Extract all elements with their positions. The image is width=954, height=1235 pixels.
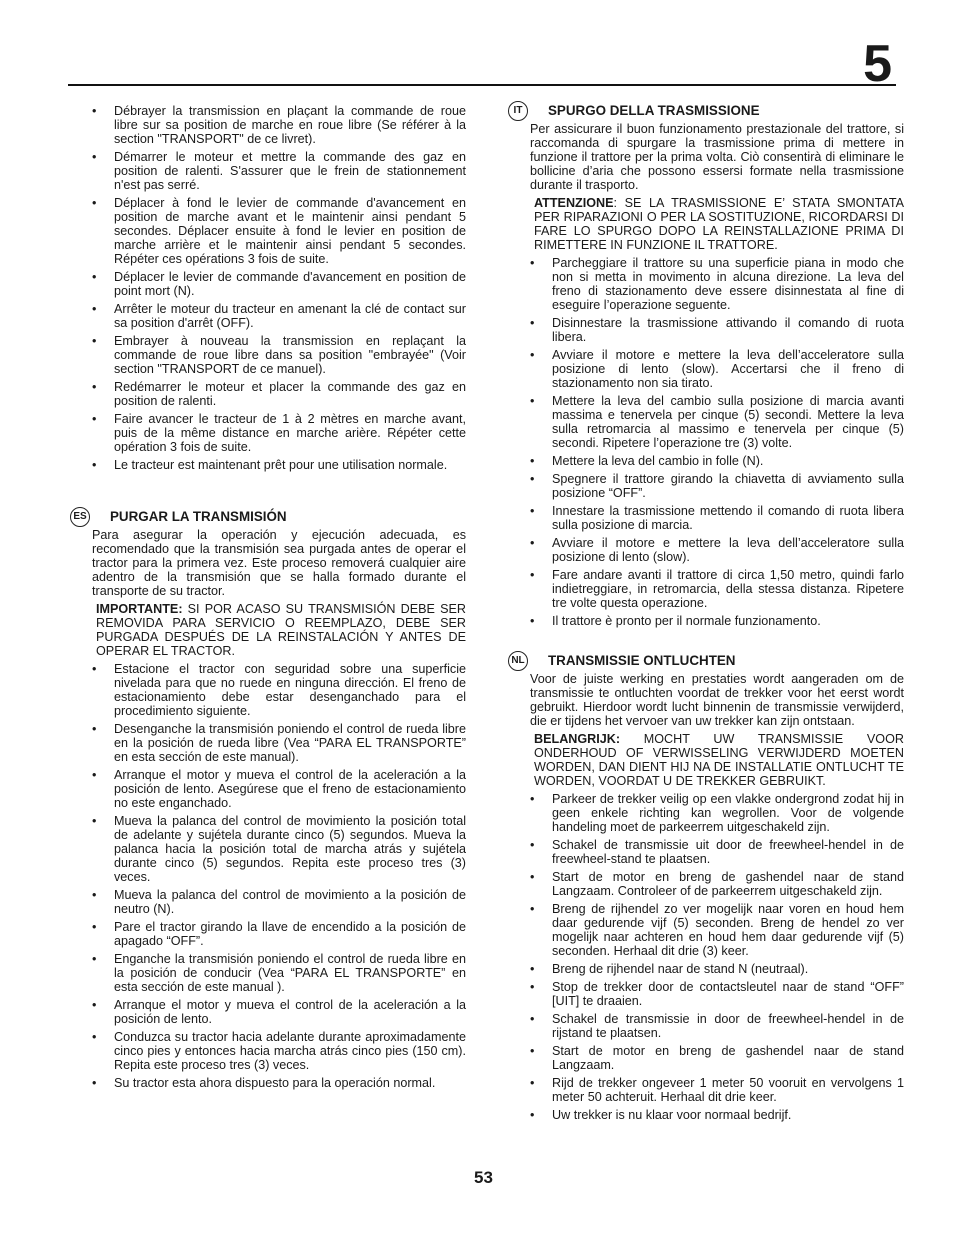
list-item: • Faire avancer le tracteur de 1 à 2 mètres en marche avant, puis de la même distance en marche arière. Répéter cette opération 3 fois de suite. [88, 412, 466, 454]
language-badge-it: IT [508, 101, 528, 121]
list-item: • Schakel de transmissie uit door de freewheel-hendel in de freewheel-stand te plaatsen. [526, 838, 904, 866]
list-item: • Arrêter le moteur du tracteur en amenant la clé de contact sur sa position d'arrêt (OFF). [88, 302, 466, 330]
list-item: • Desenganche la transmisión poniendo el control de rueda libre en la posición de rueda libre (Vea “PARA EL TRANSPORTE” en esta sección de este manual). [88, 722, 466, 764]
list-item: • Rijd de trekker ongeveer 1 meter 50 vooruit en vervolgens 1 meter 50 achteruit. Herhaal dit drie keer. [526, 1076, 904, 1104]
nl-heading-text: TRANSMISSIE ONTLUCHTEN [548, 653, 736, 668]
list-item: • Uw trekker is nu klaar voor normaal bedrijf. [526, 1108, 904, 1122]
list-item: • Stop de trekker door de contactsleutel naar de stand “OFF” [UIT] te draaien. [526, 980, 904, 1008]
list-item: • Breng de rijhendel zo ver mogelijk naar voren en houd hem daar gedurende vijf (5) seconden. Breng de hendel zo ver mogelijk naar achteren en houd hem daar gedurende vijf (5) seconden. Herhaal dit drie (3) keer. [526, 902, 904, 958]
list-item: • Il trattore è pronto per il normale funzionamento. [526, 614, 904, 628]
list-item: • Déplacer le levier de commande d'avancement en position de point mort (N). [88, 270, 466, 298]
nl-section [511, 653, 904, 1122]
it-section [513, 103, 904, 628]
list-item: • Redémarrer le moteur et placer la commande des gaz en position de ralenti. [88, 380, 466, 408]
es-warning-label: IMPORTANTE: [96, 602, 183, 616]
list-item: • Mettere la leva del cambio in folle (N). [526, 454, 904, 468]
it-heading-text: SPURGO DELLA TRASMISSIONE [548, 103, 760, 118]
list-item: • Enganche la transmisión poniendo el control de rueda libre en la posición de conducir (Vea “PARA EL TRANSPORTE” en esta sección de este manual ). [88, 952, 466, 994]
list-item: • Mettere la leva del cambio sulla posizione di marcia avanti massima e tenervela per cinque (5) secondi. Mettere la leva sulla retromarcia al massimo e tenervela per cinque (5) secondi. Ripetere l’operazione tre (3) volte. [526, 394, 904, 450]
list-item: • Parcheggiare il trattore su una superficie piana in modo che non si metta in movimento in alcuna direzione. La leva del freno di stazionamento deve essere disinnestata al fine di eseguire l’operazione seguente. [526, 256, 904, 312]
header-rule [68, 84, 896, 86]
language-badge-nl: NL [508, 651, 528, 671]
list-item: • Mueva la palanca del control de movimiento a la posición de neutro (N). [88, 888, 466, 916]
nl-heading [511, 653, 904, 668]
list-item: • Breng de rijhendel naar de stand N (neutraal). [526, 962, 904, 976]
list-item: • Schakel de transmissie in door de freewheel-hendel in de rijstand te plaatsen. [526, 1012, 904, 1040]
it-warning [534, 196, 904, 252]
es-section [73, 509, 466, 1090]
fr-list [88, 104, 466, 472]
nl-warning-text: MOCHT UW TRANSMISSIE VOOR ONDERHOUD OF VERWISSELING VERWIJDERD MOETEN WORDEN, DAN DIENT HIJ NA DE INSTALLATIE ONTLUCHT TE WORDEN, VOORDAT U DE TREKKER GEBRUIKT. [534, 732, 904, 788]
it-warning-label: ATTENZIONE [534, 196, 614, 210]
list-item: • Start de motor en breng de gashendel naar de stand Langzaam. Controleer of de parkeerrem uitgeschakeld zijn. [526, 870, 904, 898]
list-item: • Pare el tractor girando la llave de encendido a la posición de apagado “OFF”. [88, 920, 466, 948]
it-heading [513, 103, 904, 118]
es-heading-text: PURGAR LA TRANSMISIÓN [110, 509, 287, 524]
list-item: • Arranque el motor y mueva el control de la aceleración a la posición de lento. Asegúrese que el freno de estacionamiento no este enganchado. [88, 768, 466, 810]
list-item: • Arranque el motor y mueva el control de la aceleración a la posición de lento. [88, 998, 466, 1026]
it-list [526, 256, 904, 628]
list-item: • Le tracteur est maintenant prêt pour une utilisation normale. [88, 458, 466, 472]
list-item: • Démarrer le moteur et mettre la commande des gaz en position de ralenti. S'assurer que le frein de stationnement n'est pas serré. [88, 150, 466, 192]
list-item: • Débrayer la transmission en plaçant la commande de roue libre sur sa position de marche en roue libre (Se référer à la section "TRANSPORT" de ce livret). [88, 104, 466, 146]
list-item: • Su tractor esta ahora dispuesto para la operación normal. [88, 1076, 466, 1090]
list-item: • Parkeer de trekker veilig op een vlakke ondergrond zodat hij in geen enkele richting kan wegrollen. Voor de volgende handeling moet de parkeerrem uitgeschakeld zijn. [526, 792, 904, 834]
list-item: • Avviare il motore e mettere la leva dell’acceleratore sulla posizione di lento (slow). Accertarsi che il freno di stazionamento non sia tirato. [526, 348, 904, 390]
es-intro: Para asegurar la operación y ejecución adecuada, es recomendado que la transmisión sea purgada antes de operar el tractor para la primera vez. Este proceso removerá cualquier aire adentro de la transmisión que se halla formado durante el transporte de su tractor. [92, 528, 466, 598]
es-warning-text: SI POR ACASO SU TRANSMISIÓN DEBE SER REMOVIDA PARA SERVICIO O REEMPLAZO, DEBE SER PURGADA DESPUÉS DE LA REINSTALACIÓN Y ANTES DE OPERAR EL TRACTOR. [96, 602, 466, 658]
it-warning-text: : SE LA TRASMISSIONE E’ STATA SMONTATA PER RIPARAZIONI O PER LA SOSTITUZIONE, RICORDARSI DI FARE LO SPURGO DOPO LA REINSTALLAZIONE PRIMA DI RIMETTERE IN FUNZIONE IL TRATTORE. [534, 196, 904, 252]
chapter-number: 5 [863, 35, 892, 93]
list-item: • Start de motor en breng de gashendel naar de stand Langzaam. [526, 1044, 904, 1072]
list-item: • Embrayer à nouveau la transmission en replaçant la commande de roue libre dans sa position "embrayée" (Voir section "TRANSPORT de ce manuel). [88, 334, 466, 376]
nl-warning [534, 732, 904, 788]
list-item: • Déplacer à fond le levier de commande d'avancement en position de marche avant et le maintenir ainsi pendant 5 secondes. Déplacer ensuite à fond le levier en position de marche arrière et le maintenir ainsi pendant 5 secondes. Répéter ces opérations 3 fois de suite. [88, 196, 466, 266]
list-item: • Avviare il motore e mettere la leva dell’acceleratore sulla posizione di lento (slow). [526, 536, 904, 564]
list-item: • Mueva la palanca del control de movimiento la posición total de adelante y sujétela durante cinco (5) segundos. Mueva la palanca hacia la posición total de marcha atrás y sujétela durante cinco (5) segundos. Repita este proceso tres (3) veces. [88, 814, 466, 884]
list-item: • Fare andare avanti il trattore di circa 1,50 metro, quindi farlo indietreggiare, in retromarcia, della stessa distanza. Ripetere tre volte questa operazione. [526, 568, 904, 610]
list-item: • Disinnestare la trasmissione attivando il comando di ruota libera. [526, 316, 904, 344]
language-badge-es: ES [70, 507, 90, 527]
list-item: • Estacione el tractor con seguridad sobre una superficie nivelada para que no ruede en ninguna dirección. El freno de estacionamiento debe estar desenganchado para el procedimiento siguiente. [88, 662, 466, 718]
page-number: 53 [474, 1168, 493, 1187]
nl-list [526, 792, 904, 1122]
nl-warning-label: BELANGRIJK: [534, 732, 621, 746]
it-intro: Per assicurare il buon funzionamento prestazionale del trattore, si raccomanda di spurgare la trasmissione prima di mettere in funzione il trattore per la prima volta. Ciò consentirà di eliminare le bollicine d’aria che possono essersi formate nella trasmissione durante il trasporto. [530, 122, 904, 192]
es-heading [73, 509, 466, 524]
nl-intro: Voor de juiste werking en prestaties wordt aangeraden om de transmissie te ontluchten voordat de trekker voor het eerst wordt gebruikt. Hierdoor wordt lucht binnenin de transmissie verwijderd, die er tijdens het vervoer van uw trekker kan zijn ontstaan. [530, 672, 904, 728]
es-warning [96, 602, 466, 658]
left-column [73, 104, 466, 1094]
right-column [511, 103, 904, 1126]
list-item: • Innestare la trasmissione mettendo il comando di ruota libera sulla posizione di marcia. [526, 504, 904, 532]
list-item: • Conduzca su tractor hacia adelante durante aproximadamente cinco pies y entonces hacia marcha atrás cinco pies (150 cm). Repita este proceso tres (3) veces. [88, 1030, 466, 1072]
list-item: • Spegnere il trattore girando la chiavetta di avviamento sulla posizione “OFF”. [526, 472, 904, 500]
es-list [88, 662, 466, 1090]
